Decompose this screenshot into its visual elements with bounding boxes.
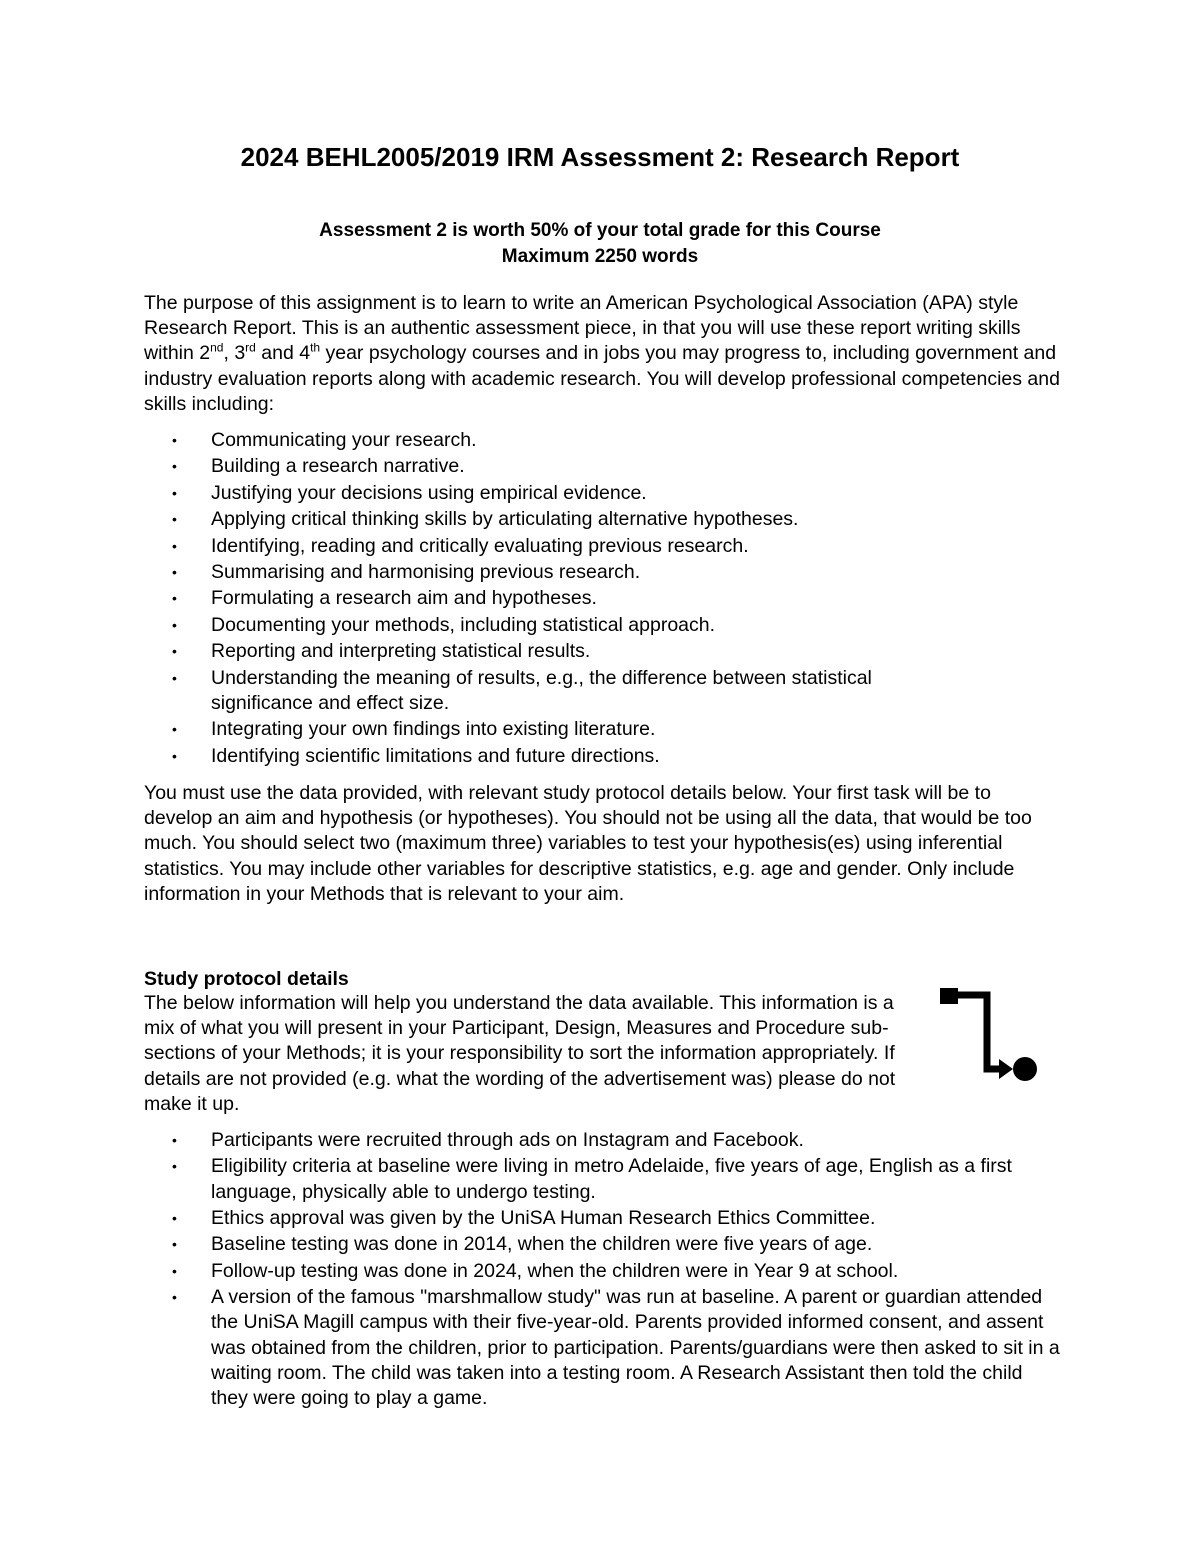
bullet-icon: • bbox=[172, 1236, 177, 1253]
process-flow-icon bbox=[935, 985, 1045, 1095]
list-item: • Communicating your research. bbox=[144, 428, 1064, 453]
bullet-icon: • bbox=[172, 432, 177, 448]
protocol-details-list bbox=[144, 1128, 1064, 1412]
list-item: • Building a research narrative. bbox=[144, 454, 1064, 479]
bullet-icon: • bbox=[172, 1158, 177, 1175]
bullet-icon: • bbox=[172, 616, 177, 633]
word-limit-line: Maximum 2250 words bbox=[501, 246, 699, 267]
bullet-icon: • bbox=[172, 747, 177, 764]
grade-weight-line: Assessment 2 is worth 50% of your total grade for this Course bbox=[319, 220, 881, 241]
bullet-icon: • bbox=[172, 1132, 177, 1148]
bullet-icon: • bbox=[172, 537, 177, 554]
protocol-heading: Study protocol details bbox=[144, 968, 349, 990]
intro-paragraph: The purpose of this assignment is to learn to write an American Psychological Association (APA) style Research Report. This is an authentic assessment piece, in that you will use these report writing skills within 2nd, 3rd and 4th year psychology courses and in jobs you may progress to, including government and industry evaluation reports along with academic research. You will develop professional competencies and skills including: bbox=[144, 292, 1060, 415]
list-item: • Summarising and harmonising previous research. bbox=[144, 560, 1064, 585]
bullet-icon: • bbox=[172, 643, 177, 660]
list-item: • Documenting your methods, including statistical approach. bbox=[144, 613, 1064, 638]
list-item: • Formulating a research aim and hypotheses. bbox=[144, 586, 1064, 611]
bullet-icon: • bbox=[172, 721, 177, 738]
list-item: • A version of the famous "marshmallow study" was run at baseline. A parent or guardian attended the UniSA Magill campus with their five-year-old. Parents provided informed consent, and assent was obtained from the children, prior to participation. Parents/guardians were then asked to sit in a waiting room. The child was taken into a testing room. A Research Assistant then told the child they were going to play a game. bbox=[172, 1286, 1060, 1409]
list-item: • Identifying scientific limitations and future directions. bbox=[144, 744, 1064, 769]
document-title: 2024 BEHL2005/2019 IRM Assessment 2: Research Report bbox=[240, 142, 960, 172]
bullet-icon: • bbox=[172, 563, 177, 580]
list-item: • Integrating your own findings into existing literature. bbox=[144, 717, 1064, 742]
list-item: • Reporting and interpreting statistical results. bbox=[144, 639, 1064, 664]
protocol-paragraph: The below information will help you understand the data available. This information is a mix of what you will present in your Participant, Design, Measures and Procedure sub-sections of your Methods; it is your responsibility to sort the information appropriately. If details are not provided (e.g. what the wording of the advertisement was) please do not make it up. bbox=[144, 992, 896, 1115]
list-item: • Eligibility criteria at baseline were living in metro Adelaide, five years of age, English as a first language, physically able to undergo testing. bbox=[172, 1155, 1012, 1203]
bullet-icon: • bbox=[172, 1289, 177, 1306]
list-item: • Baseline testing was done in 2014, when the children were five years of age. bbox=[144, 1232, 1064, 1257]
data-instructions-paragraph: You must use the data provided, with relevant study protocol details below. Your first task will be to develop an aim and hypothesis (or hypotheses). You should not be using all the data, that would be too much. You should select two (maximum three) variables to test your hypothesis(es) using inferential statistics. You may include other variables for descriptive statistics, e.g. age and gender. Only include information in your Methods that is relevant to your aim. bbox=[144, 782, 1032, 905]
list-item: • Justifying your decisions using empirical evidence. bbox=[144, 481, 1064, 506]
list-item: • Follow-up testing was done in 2024, when the children were in Year 9 at school. bbox=[144, 1259, 1064, 1284]
list-item: • Applying critical thinking skills by articulating alternative hypotheses. bbox=[144, 507, 1064, 532]
list-item: • Ethics approval was given by the UniSA Human Research Ethics Committee. bbox=[144, 1206, 1064, 1231]
bullet-icon: • bbox=[172, 1262, 177, 1279]
list-item: • Participants were recruited through ads on Instagram and Facebook. bbox=[144, 1128, 1064, 1153]
list-item: • Understanding the meaning of results, e.g., the difference between statistical significance and effect size. bbox=[172, 666, 872, 714]
assessment-summary bbox=[0, 218, 1200, 270]
bullet-icon: • bbox=[172, 458, 177, 475]
bullet-icon: • bbox=[172, 590, 177, 607]
competencies-list bbox=[144, 428, 1064, 770]
bullet-icon: • bbox=[172, 1209, 177, 1226]
bullet-icon: • bbox=[172, 511, 177, 528]
bullet-icon: • bbox=[172, 484, 177, 501]
list-item: • Identifying, reading and critically evaluating previous research. bbox=[144, 534, 1064, 559]
bullet-icon: • bbox=[172, 669, 177, 686]
